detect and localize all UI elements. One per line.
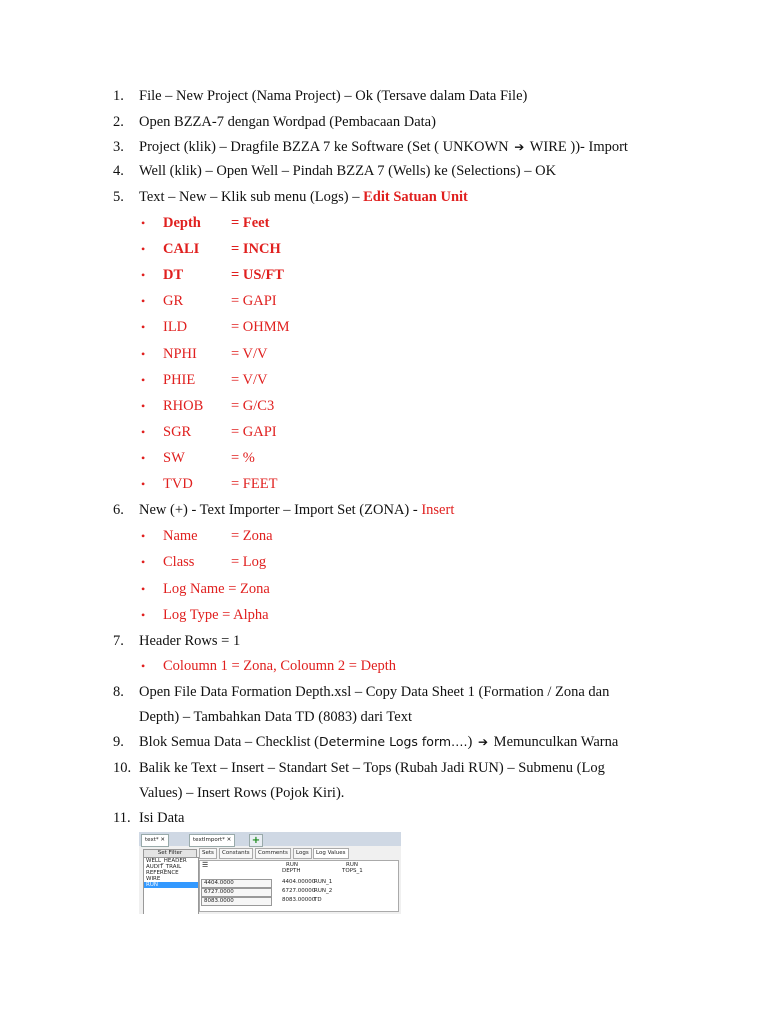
step-number: 10. [113, 760, 132, 776]
step-text-part: Memunculkan Warna [490, 734, 619, 750]
step-text-cont: Depth) – Tambahkan Data TD (8083) dari Text [139, 709, 412, 725]
step-number: 1. [113, 88, 124, 104]
unit-value: = OHMM [231, 319, 290, 335]
step-text: Open File Data Formation Depth.xsl – Copy Data Sheet 1 (Formation / Zona dan [139, 684, 610, 700]
bullet-icon: • [141, 608, 146, 622]
header-bullet-text: Coloumn 1 = Zona, Coloumn 2 = Depth [163, 658, 397, 674]
step-text-part: ) [467, 734, 476, 750]
step-number: 6. [113, 502, 124, 518]
bullet-icon: • [141, 451, 146, 465]
cell-depth[interactable]: 6727.00000 [282, 888, 316, 894]
step-text: Balik ke Text – Insert – Standart Set – Tops (Rubah Jadi RUN) – Submenu (Log [139, 760, 605, 776]
zona-key: Name [163, 528, 198, 544]
tab-logs[interactable]: Logs [293, 848, 312, 859]
zona-value: = Zona [228, 581, 270, 597]
set-item[interactable]: WELL_HEADER [146, 858, 187, 864]
step-text-part: Determine Logs form…. [319, 734, 468, 749]
bullet-icon: • [141, 320, 146, 334]
row-index[interactable]: 6727.0000 [201, 888, 272, 897]
unit-key: GR [163, 293, 184, 309]
step-text: Isi Data [139, 810, 185, 826]
step-text [139, 188, 468, 206]
unit-key: ILD [163, 319, 188, 335]
row-index[interactable]: 4404.0000 [201, 879, 272, 888]
bullet-icon: • [141, 477, 146, 491]
tab-textimport[interactable]: textImport* ✕ [189, 834, 235, 847]
unit-key: SW [163, 450, 185, 466]
step-text-part: New (+) - Text Importer – Import Set (ZONA) - [139, 502, 422, 518]
grid-menu-icon[interactable]: ☰ [202, 861, 209, 869]
bullet-icon: • [141, 294, 146, 308]
step-number: 5. [113, 189, 124, 205]
unit-key: DT [163, 267, 184, 283]
bullet-icon: • [141, 555, 146, 569]
column-header: RUN [346, 862, 358, 868]
zona-key [163, 580, 270, 598]
step-number: 4. [113, 163, 124, 179]
cell-depth[interactable]: 8083.00000 [282, 897, 316, 903]
unit-key: TVD [163, 476, 193, 492]
bullet-icon: • [141, 242, 146, 256]
step-text: Header Rows = 1 [139, 633, 241, 649]
unit-value: = US/FT [231, 267, 284, 283]
step-highlight: Edit Satuan Unit [363, 189, 468, 205]
step-text [139, 733, 618, 751]
unit-key: PHIE [163, 372, 196, 388]
row-index[interactable]: 8083.0000 [201, 897, 272, 906]
software-screenshot [139, 832, 401, 914]
step-text-cont: Values) – Insert Rows (Pojok Kiri). [139, 785, 345, 801]
step-text [139, 138, 628, 156]
set-item[interactable]: AUDIT_TRAIL [146, 864, 182, 870]
unit-value: = FEET [231, 476, 278, 492]
unit-key: RHOB [163, 398, 204, 414]
unit-value: = % [231, 450, 255, 466]
column-header: RUN [286, 862, 298, 868]
step-text: File – New Project (Nama Project) – Ok (Tersave dalam Data File) [139, 88, 528, 104]
zona-value: = Alpha [222, 607, 269, 623]
plus-icon[interactable]: + [249, 834, 263, 847]
step-text-part: Project (klik) – Dragfile BZZA 7 ke Software (Set ( UNKOWN [139, 139, 513, 155]
bullet-icon: • [141, 659, 146, 673]
step-highlight: Insert [421, 502, 455, 518]
arrow-right-icon: ➔ [514, 140, 525, 154]
bullet-icon: • [141, 529, 146, 543]
step-number: 2. [113, 114, 124, 130]
bullet-icon: • [141, 268, 146, 282]
bullet-icon: • [141, 373, 146, 387]
tab-sets[interactable]: Sets [199, 848, 217, 859]
zona-key-text: Log Name [163, 581, 225, 597]
set-item-selected[interactable]: RUN [144, 882, 198, 888]
log-values-grid [199, 860, 399, 912]
bullet-icon: • [141, 425, 146, 439]
unit-value: = G/C3 [231, 398, 275, 414]
unit-value: = INCH [231, 241, 281, 257]
set-item[interactable]: REFERENCE [146, 870, 179, 876]
set-item[interactable]: WIRE [146, 876, 161, 882]
tab-comments[interactable]: Comments [255, 848, 291, 859]
bullet-icon: • [141, 347, 146, 361]
set-filter-button[interactable]: Set Filter [143, 849, 197, 858]
step-text: Open BZZA-7 dengan Wordpad (Pembacaan Data) [139, 114, 436, 130]
arrow-right-icon: ➔ [477, 735, 489, 749]
column-header: TOPS_1 [342, 868, 363, 874]
tab-text[interactable]: text* ✕ [141, 834, 169, 847]
bullet-icon: • [141, 399, 146, 413]
zona-key [163, 606, 269, 624]
bullet-icon: • [141, 582, 146, 596]
unit-key: NPHI [163, 346, 197, 362]
cell-tops[interactable]: RUN_2 [314, 888, 333, 894]
cell-depth[interactable]: 4404.00000 [282, 879, 316, 885]
tab-log-values[interactable]: Log Values [313, 848, 349, 859]
zona-key: Class [163, 554, 195, 570]
cell-tops[interactable]: RUN_1 [314, 879, 333, 885]
step-text: Well (klik) – Open Well – Pindah BZZA 7 (Wells) ke (Selections) – OK [139, 163, 557, 179]
set-list [143, 857, 199, 914]
step-number: 8. [113, 684, 124, 700]
zona-key-text: Log Type [163, 607, 219, 623]
step-number: 11. [113, 810, 131, 826]
step-number: 3. [113, 139, 124, 155]
step-text-part: Text – New – Klik sub menu (Logs) – [139, 189, 364, 205]
unit-key: SGR [163, 424, 192, 440]
step-number: 9. [113, 734, 124, 750]
tab-bar [139, 832, 401, 846]
column-header: DEPTH [282, 868, 301, 874]
step-text-part: Blok Semua Data – Checklist ( [139, 734, 320, 750]
unit-value: = V/V [231, 346, 268, 362]
step-number: 7. [113, 633, 124, 649]
unit-value: = Feet [231, 215, 270, 231]
unit-value: = GAPI [231, 424, 277, 440]
unit-key: CALI [163, 241, 200, 257]
cell-tops[interactable]: TD [314, 897, 322, 903]
zona-value: = Zona [231, 528, 273, 544]
zona-value: = Log [231, 554, 267, 570]
bullet-icon: • [141, 216, 146, 230]
unit-value: = GAPI [231, 293, 277, 309]
unit-value: = V/V [231, 372, 268, 388]
step-text-part: WIRE ))- Import [526, 139, 628, 155]
step-text [139, 501, 454, 519]
sub-tabs [199, 848, 399, 858]
unit-key: Depth [163, 215, 201, 231]
tab-constants[interactable]: Constants [219, 848, 253, 859]
